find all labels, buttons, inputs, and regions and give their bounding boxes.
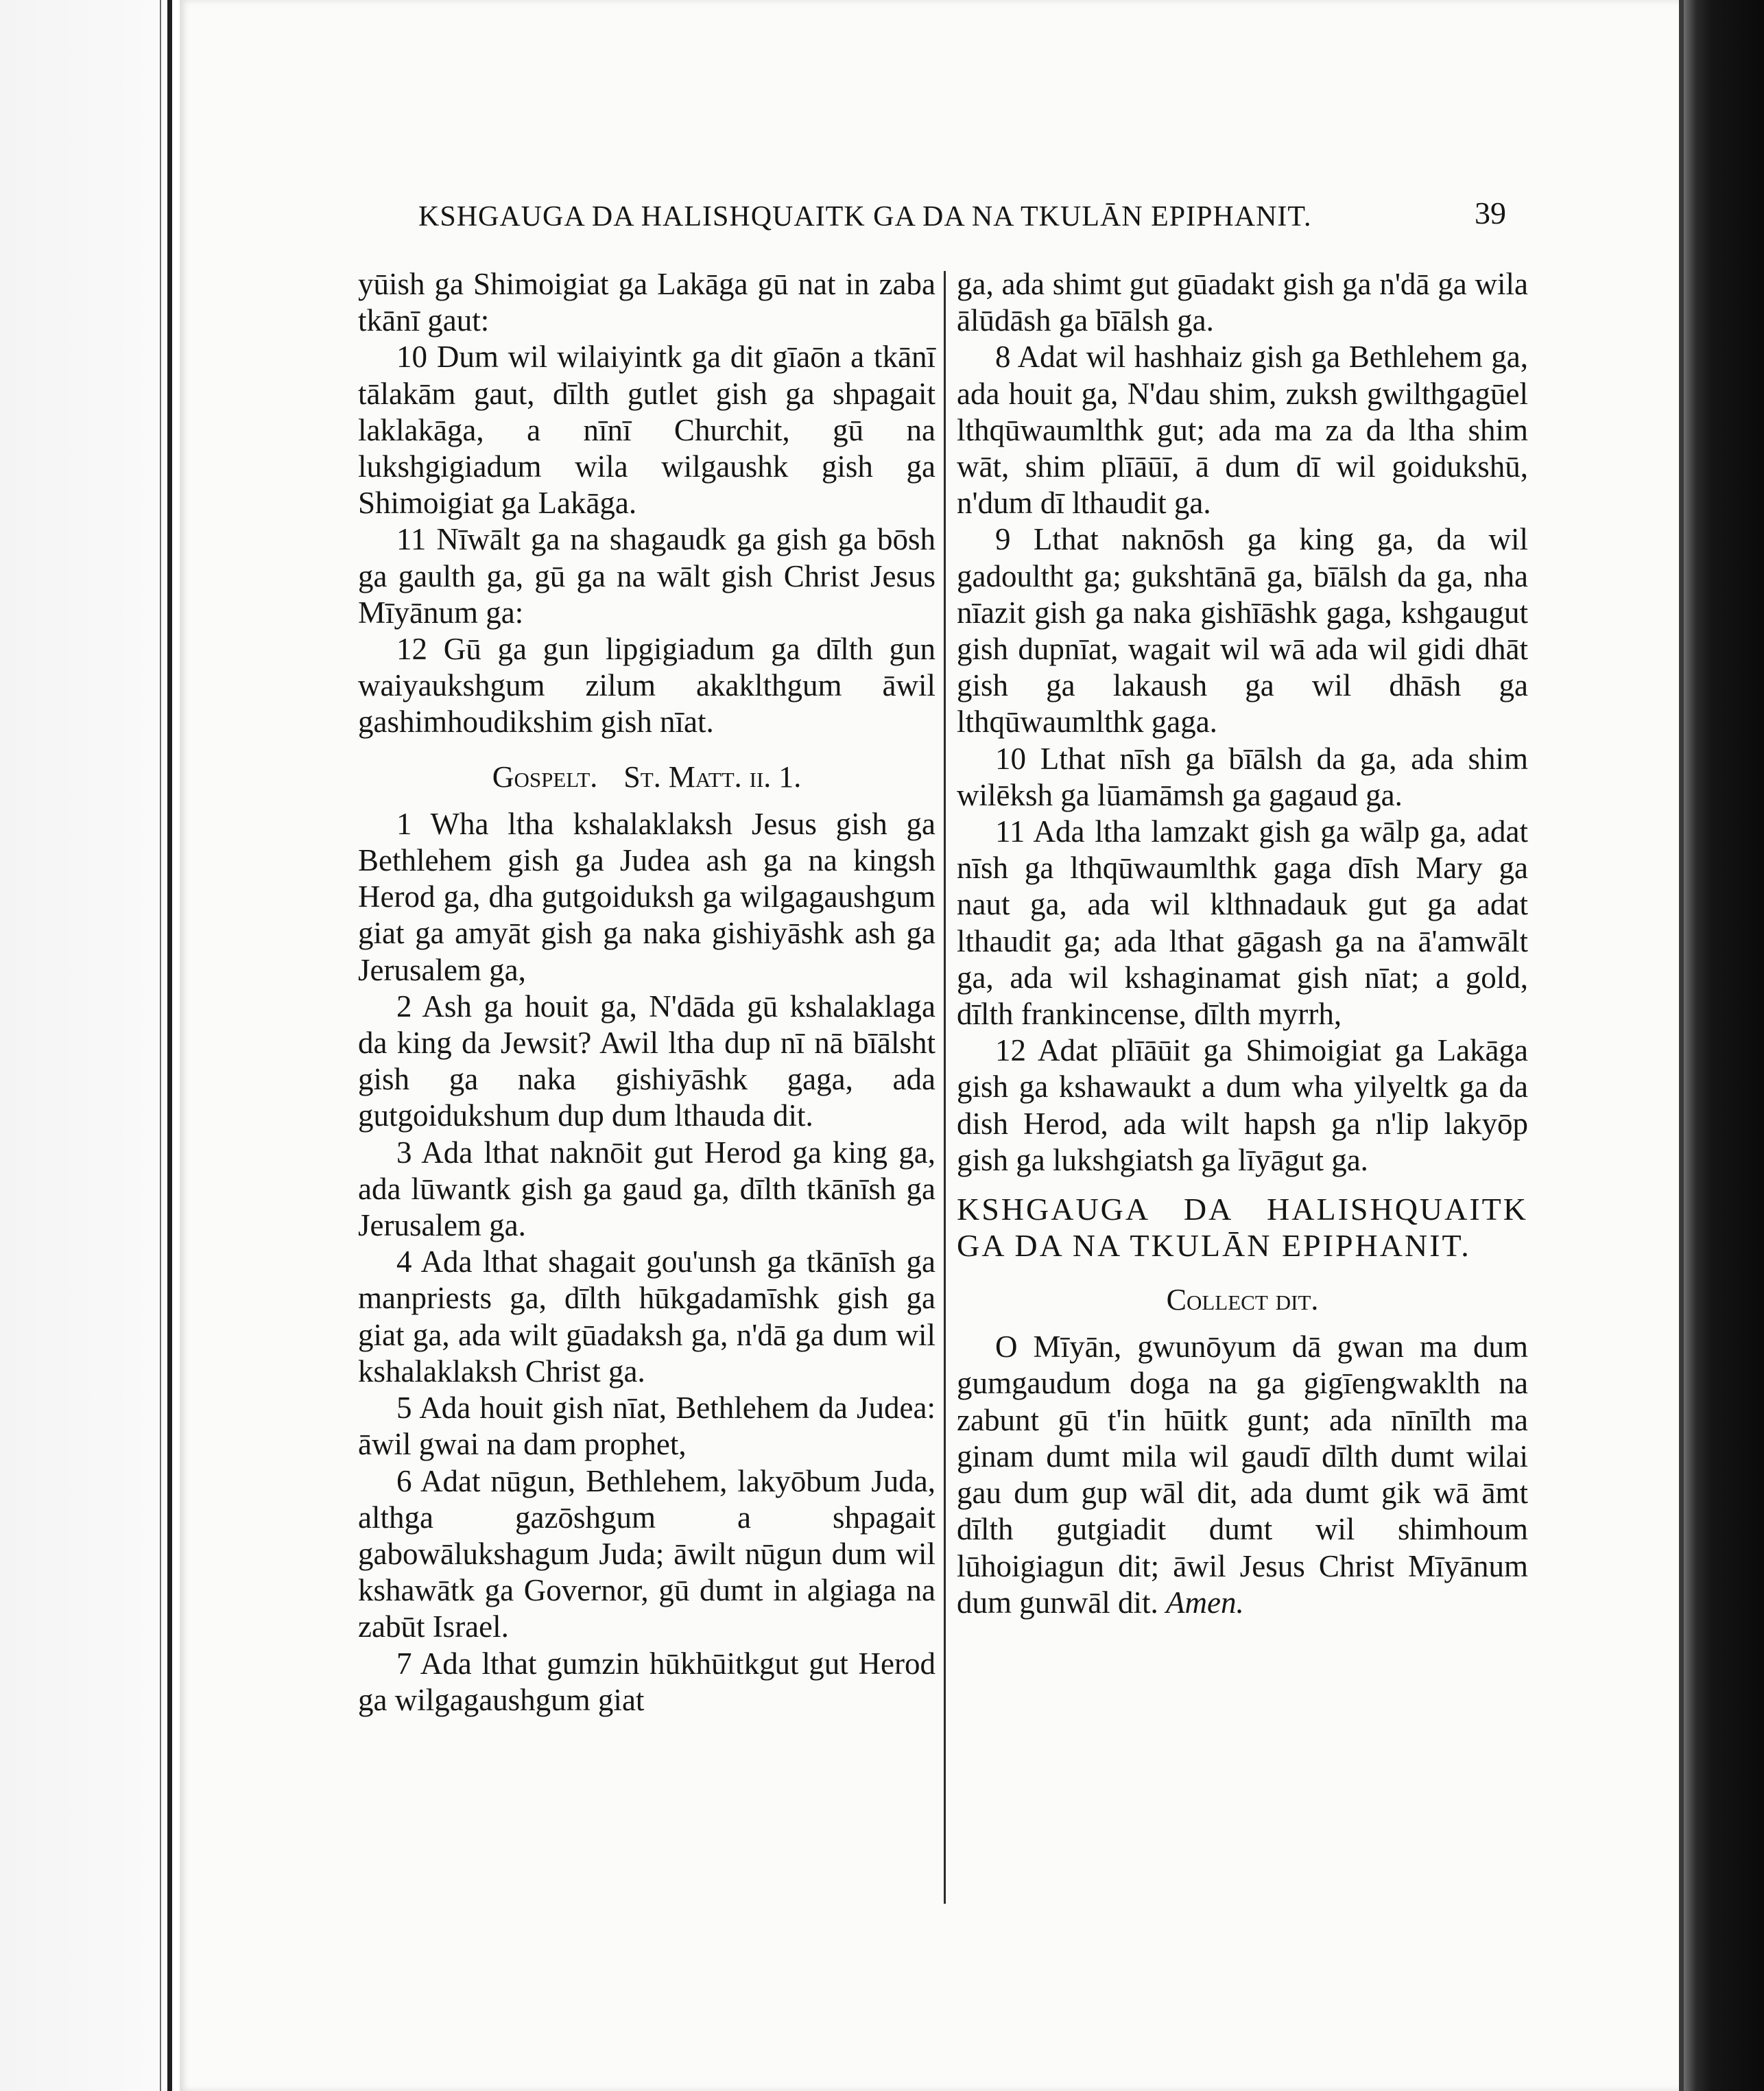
running-head: KSHGAUGA DA HALISHQUAITK GA DA NA TKULĀN EPIPHANIT.	[418, 201, 1312, 233]
left-column	[358, 266, 935, 1718]
collect-text	[957, 1329, 1528, 1621]
section-heading: KSHGAUGA DA HALISHQUAITK GA DA NA TKULĀN EPIPHANIT.	[957, 1192, 1528, 1264]
gospel-verse-12: 12 Adat plīāūit ga Shimoigiat ga Lakāga gish ga kshawaukt a dum wha yilyeltk ga da dish Herod, ada wilt hapsh ga n'lip lakyōp gish ga lukshgiatsh ga līyāgut ga.	[957, 1033, 1528, 1177]
gospel-verse-9: 9 Lthat naknōsh ga king ga, da wil gadoultht ga; gukshtānā ga, bīālsh da ga, nha nīazit gish ga naka gishīāshk gaga, kshgaugut gish dupnīat, wagait wil wā ada wil gidi dhāt gish ga lakaush ga wil dhāsh ga lthqūwaumlthk gaga.	[957, 522, 1528, 740]
gospel-verse-7: 7 Ada lthat gumzin hūkhūitkgut gut Herod ga wilgagaushgum giat	[358, 1646, 935, 1717]
collect-heading	[957, 1281, 1528, 1318]
scan-margin	[0, 0, 178, 2091]
paragraph: yūish ga Shimoigiat ga Lakāga gū nat in zaba tkānī gaut:	[358, 267, 935, 338]
amen: Amen.	[1165, 1585, 1244, 1620]
gospel-heading	[358, 759, 935, 795]
gospel-verse-8: 8 Adat wil hashhaiz gish ga Bethlehem ga, ada houit ga, N'dau shim, zuksh gwilthgagūel lthqūwaumlthk gut; ada ma za da ltha shim wāt, shim plīāūī, ā dum dī wil goidukshū, n'dum dī lthaudit ga.	[957, 340, 1528, 521]
column-rule	[944, 271, 946, 1904]
gospel-verse-5: 5 Ada houit gish nīat, Bethlehem da Judea: āwil gwai na dam prophet,	[358, 1391, 935, 1462]
right-column	[957, 266, 1528, 1621]
gospel-verse-2: 2 Ash ga houit ga, N'dāda gū kshalaklaga da king da Jewsit? Awil ltha dup nī nā bīālsht gish ga naka gishiyāshk gaga, ada gutgoidukshum dup dum lthauda dit.	[358, 989, 935, 1133]
paragraph: ga, ada shimt gut gūadakt gish ga n'dā ga wila ālūdāsh ga bīālsh ga.	[957, 267, 1528, 338]
gospel-verse-6: 6 Adat nūgun, Bethlehem, lakyōbum Juda, althga gazōshgum a shpagait gabowālukshagum Juda; āwilt nūgun dum wil kshawātk ga Governor, gū dumt in algiaga na zabūt Israel.	[358, 1463, 935, 1644]
gospel-reference: St. Matt. ii. 1.	[623, 759, 802, 794]
collect-suffix: dit.	[1275, 1283, 1319, 1317]
gutter-shadow	[160, 0, 161, 2091]
gospel-verse-1: 1 Wha ltha kshalaklaksh Jesus gish ga Bethlehem gish ga Judea ash ga na kingsh Herod ga, dha gutgoiduksh ga wilgagaushgum giat ga amyāt gish ga naka gishiyāshk ash ga Jerusalem ga,	[358, 806, 935, 987]
verse-11: 11 Nīwālt ga na shagaudk ga gish ga bōsh ga gaulth ga, gū ga na wālt gish Christ Jesus Mīyānum ga:	[358, 522, 935, 630]
verse-12: 12 Gū ga gun lipgigiadum ga dīlth gun waiyaukshgum zilum akaklthgum āwil gashimhoudikshim gish nīat.	[358, 632, 935, 740]
gutter-line	[167, 0, 172, 2091]
collect-label: Collect	[1166, 1283, 1268, 1317]
gospel-verse-11: 11 Ada ltha lamzakt gish ga wālp ga, adat nīsh ga lthqūwaumlthk gaga dīsh Mary ga naut ga, ada wil klthnadauk gut ga adat lthaudit ga; ada lthat gāgash ga na ā'amwālt ga, ada wil kshaginamat gish nīat; a gold, dīlth frankincense, dīlth myrrh,	[957, 814, 1528, 1032]
gospel-verse-4: 4 Ada lthat shagait gou'unsh ga tkānīsh ga manpriests ga, dīlth hūkgadamīshk gish ga giat ga, ada wilt gūadaksh ga, n'dā ga dum wil kshalaklaksh Christ ga.	[358, 1244, 935, 1389]
gospel-verse-3: 3 Ada lthat naknōit gut Herod ga king ga, ada lūwantk gish ga gaud ga, dīlth tkānīsh ga Jerusalem ga.	[358, 1135, 935, 1243]
page-number: 39	[1475, 196, 1506, 231]
gospel-label: Gospelt.	[492, 759, 598, 794]
gospel-verse-10: 10 Lthat nīsh ga bīālsh da ga, ada shim wilēksh ga lūamāmsh ga gagaud ga.	[957, 741, 1528, 812]
verse-10: 10 Dum wil wilaiyintk ga dit gīaōn a tkānī tālakām gaut, dīlth gutlet gish ga shpagait laklakāga, a nīnī Churchit, gū na lukshgigiadum wila wilgaushk gish ga Shimoigiat ga Lakāga.	[358, 340, 935, 521]
collect-body: O Mīyān, gwunōyum dā gwan ma dum gumgaudum doga na ga gigīengwaklth na zabunt gū t'in hūitk gunt; ada nīnīlth ma ginam dumt mila wil gaudī dīlth dumt wilai gau dum gup wāl dit, ada dumt gik wā āmt dīlth gutgiadit dumt wil shimhoum lūhoigiagun dit; āwil Jesus Christ Mīyānum dum gunwāl dit.	[957, 1330, 1528, 1620]
book-binding	[1684, 0, 1764, 2091]
